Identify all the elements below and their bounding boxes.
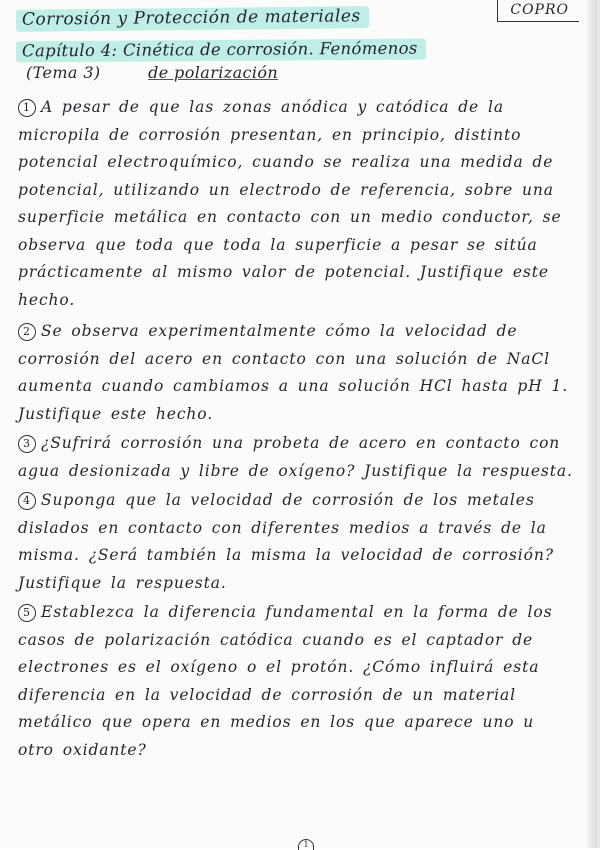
- question-item: [16, 318, 576, 428]
- tema-label: (Tema 3): [26, 63, 101, 82]
- question-text: Se observa experimentalmente cómo la velocidad de corrosión del acero en contacto con una solución de NaCl aumenta cuando cambiamos a una solución HCl hasta pH 1. Justifique este hecho.: [18, 322, 569, 423]
- page-number: 1: [298, 839, 314, 850]
- question-text: Suponga que la velocidad de corrosión de los metales dislados en contacto con diferentes medios a través de la misma. ¿Será también la misma la velocidad de corrosión? Justifique la respuesta.: [18, 491, 554, 592]
- question-number: 1: [18, 99, 36, 117]
- page-title: Corrosión y Protección de materiales: [16, 6, 369, 32]
- question-item: [16, 94, 576, 314]
- question-number: 2: [18, 323, 36, 341]
- question-number: 4: [18, 492, 36, 510]
- question-item: [16, 487, 576, 597]
- question-text: ¿Sufrirá corrosión una probeta de acero en contacto con agua desionizada y libre de oxígeno? Justifique la respuesta.: [18, 434, 573, 480]
- question-text: A pesar de que las zonas anódica y catódica de la micropila de corrosión presentan, en principio, distinto potencial electroquímico, cuando se realiza una medida de potencial, utilizando un electrodo de referencia, sobre una superficie metálica en contacto con un medio conductor, se observa que toda que toda la superficie a pesar se sitúa prácticamente al mismo valor de potencial. Justifique este hecho.: [18, 98, 562, 309]
- question-list: [16, 94, 576, 766]
- question-item: [16, 599, 576, 764]
- question-text: Establezca la diferencia fundamental en la forma de los casos de polarización catódica cuando es el captador de electrones es el oxígeno o el protón. ¿Cómo influirá esta diferencia en la velocidad de corrosión de un material metálico que opera en medios en los que aparece uno u otro oxidante?: [18, 603, 553, 759]
- question-item: [16, 430, 576, 485]
- chapter-title: Capítulo 4: Cinética de corrosión. Fenómenos: [16, 39, 426, 63]
- chapter-title-continuation: de polarización: [148, 63, 279, 82]
- chapter-subtitle: [16, 63, 586, 82]
- copy-stamp: COPRO: [497, 0, 579, 22]
- scan-edge: [587, 0, 597, 848]
- question-number: 3: [18, 435, 36, 453]
- question-number: 5: [18, 604, 36, 622]
